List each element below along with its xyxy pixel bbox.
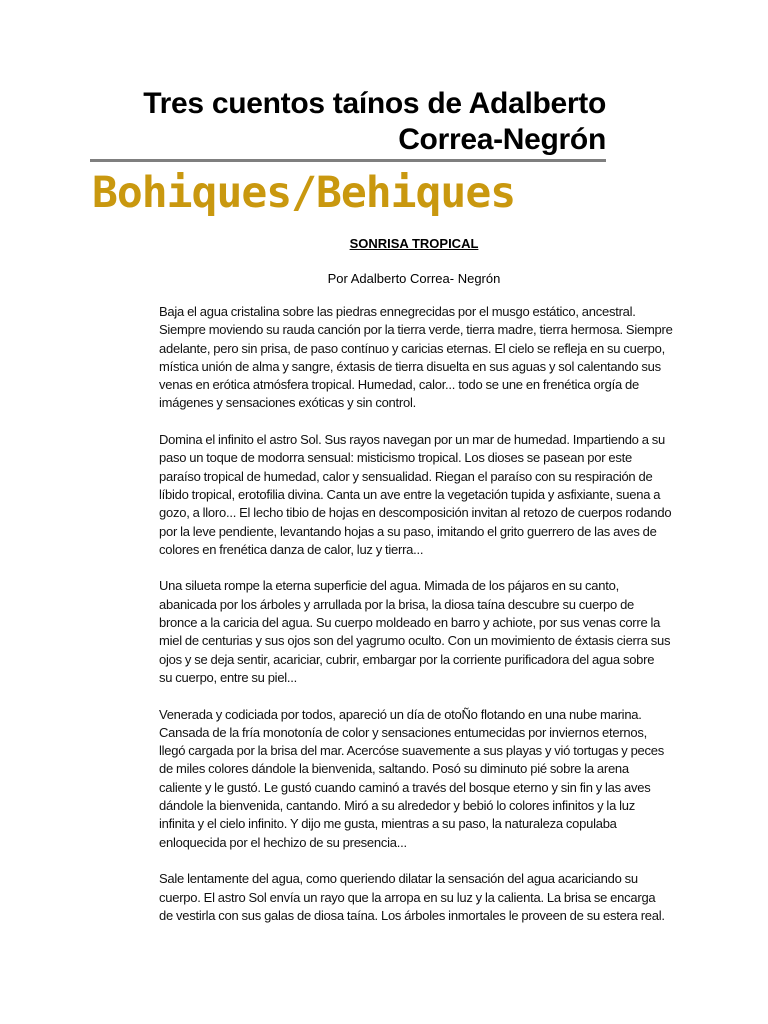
- story-paragraph: [159, 577, 679, 687]
- paragraph-line: gozo, a lloro... El lecho tibio de hojas en descomposición invitan al retozo de cuerpos rodando: [159, 505, 672, 521]
- paragraph-line: cuerpo. El astro Sol envía un rayo que la arropa en su luz y la calienta. La brisa se encarga: [159, 889, 656, 905]
- paragraph-line: de vestirla con sus galas de diosa taína. Los árboles inmortales le proveen de su estera real.: [159, 907, 665, 923]
- paragraph-line: Cansada de la fría monotonía de color y sensaciones entumecidas por inviernos eternos,: [159, 724, 647, 740]
- paragraph-line: Una silueta rompe la eterna superficie del agua. Mimada de los pájaros en su canto,: [159, 578, 619, 594]
- story-paragraph: [159, 303, 679, 413]
- paragraph-line: adelante, pero sin prisa, de paso contínuo y caricias eternas. El cielo se refleja en su cuerpo,: [159, 340, 665, 356]
- paragraph-line: ojos y se deja sentir, acariciar, cubrir, embargar por la corriente purificadora del agua sobre: [159, 651, 655, 667]
- paragraph-line: Domina el infinito el astro Sol. Sus rayos navegan por un mar de humedad. Impartiendo a su: [159, 432, 665, 448]
- document-title-line: Correa-Negrón: [398, 123, 606, 156]
- paragraph-line: infinita y el cielo infinito. Y dijo me gusta, mientras a su paso, la naturaleza copulaba: [159, 816, 617, 832]
- paragraph-line: Siempre moviendo su rauda canción por la tierra verde, tierra madre, tierra hermosa. Siempre: [159, 322, 673, 338]
- paragraph-line: de miles colores dándole la bienvenida, saltando. Posó su diminuto pié sobre la arena: [159, 761, 629, 777]
- paragraph-line: mística unión de alma y sangre, éxtasis de tierra disuelta en sus aguas y sol calentando sus: [159, 358, 661, 374]
- paragraph-line: colores en frenética danza de calor, luz y tierra...: [159, 541, 424, 557]
- paragraph-line: enloquecida por el hechizo de su presencia...: [159, 834, 407, 850]
- story-paragraph: [159, 870, 679, 925]
- section-heading: Bohiques/Behiques: [92, 168, 516, 218]
- paragraph-line: miel de centurias y sus ojos son del yagrumo oculto. Con un movimiento de éxtasis cierra sus: [159, 633, 671, 649]
- document-title: [90, 86, 606, 158]
- story-author: Por Adalberto Correa- Negrón: [327, 271, 501, 286]
- paragraph-line: Venerada y codiciada por todos, apareció un día de otoÑo flotando en una nube marina.: [159, 706, 642, 722]
- paragraph-line: abanicada por los árboles y arrullada por la brisa, la diosa taína descubre su cuerpo de: [159, 596, 635, 612]
- paragraph-line: por la leve pendiente, levantando hojas a su paso, imitando el grito guerrero de las aves de: [159, 523, 657, 539]
- paragraph-line: dándole la bienvenida, cantando. Miró a su alrededor y bebió lo colores infinitos y la luz: [159, 798, 635, 814]
- paragraph-line: Sale lentamente del agua, como queriendo dilatar la sensación del agua acariciando su: [159, 871, 638, 887]
- story-paragraph: [159, 706, 679, 852]
- paragraph-line: llegó cargada por la brisa del mar. Acercóse suavemente a sus playas y vió tortugas y peces: [159, 743, 665, 759]
- paragraph-line: bronce a la caricia del agua. Su cuerpo moldeado en barro y achiote, por sus venas corre la: [159, 615, 661, 631]
- story-body: [159, 303, 679, 943]
- document-title-line: Tres cuentos taínos de Adalberto: [143, 87, 606, 120]
- title-divider: [90, 159, 606, 162]
- story-title: SONRISA TROPICAL: [349, 236, 479, 251]
- paragraph-line: Baja el agua cristalina sobre las piedras ennegrecidas por el musgo estático, ancestral.: [159, 304, 636, 319]
- story-paragraph: [159, 431, 679, 559]
- paragraph-line: su cuerpo, entre su piel...: [159, 669, 298, 685]
- paragraph-line: caliente y le gustó. Le gustó cuando caminó a través del bosque eterno y sin fin y las aves: [159, 779, 651, 795]
- paragraph-line: paso un toque de modorra sensual: misticismo tropical. Los dioses se pasean por este: [159, 450, 632, 466]
- paragraph-line: paraíso tropical de humedad, calor y sensualidad. Riegan el paraíso con su respiración de: [159, 468, 653, 484]
- paragraph-line: líbido tropical, erotofilia divina. Canta un ave entre la vegetación tupida y asfixiante, suena a: [159, 486, 661, 502]
- paragraph-line: imágenes y sensaciones exóticas y sin control.: [159, 395, 416, 411]
- paragraph-line: venas en erótica atmósfera tropical. Humedad, calor... todo se une en frenética orgía de: [159, 377, 639, 393]
